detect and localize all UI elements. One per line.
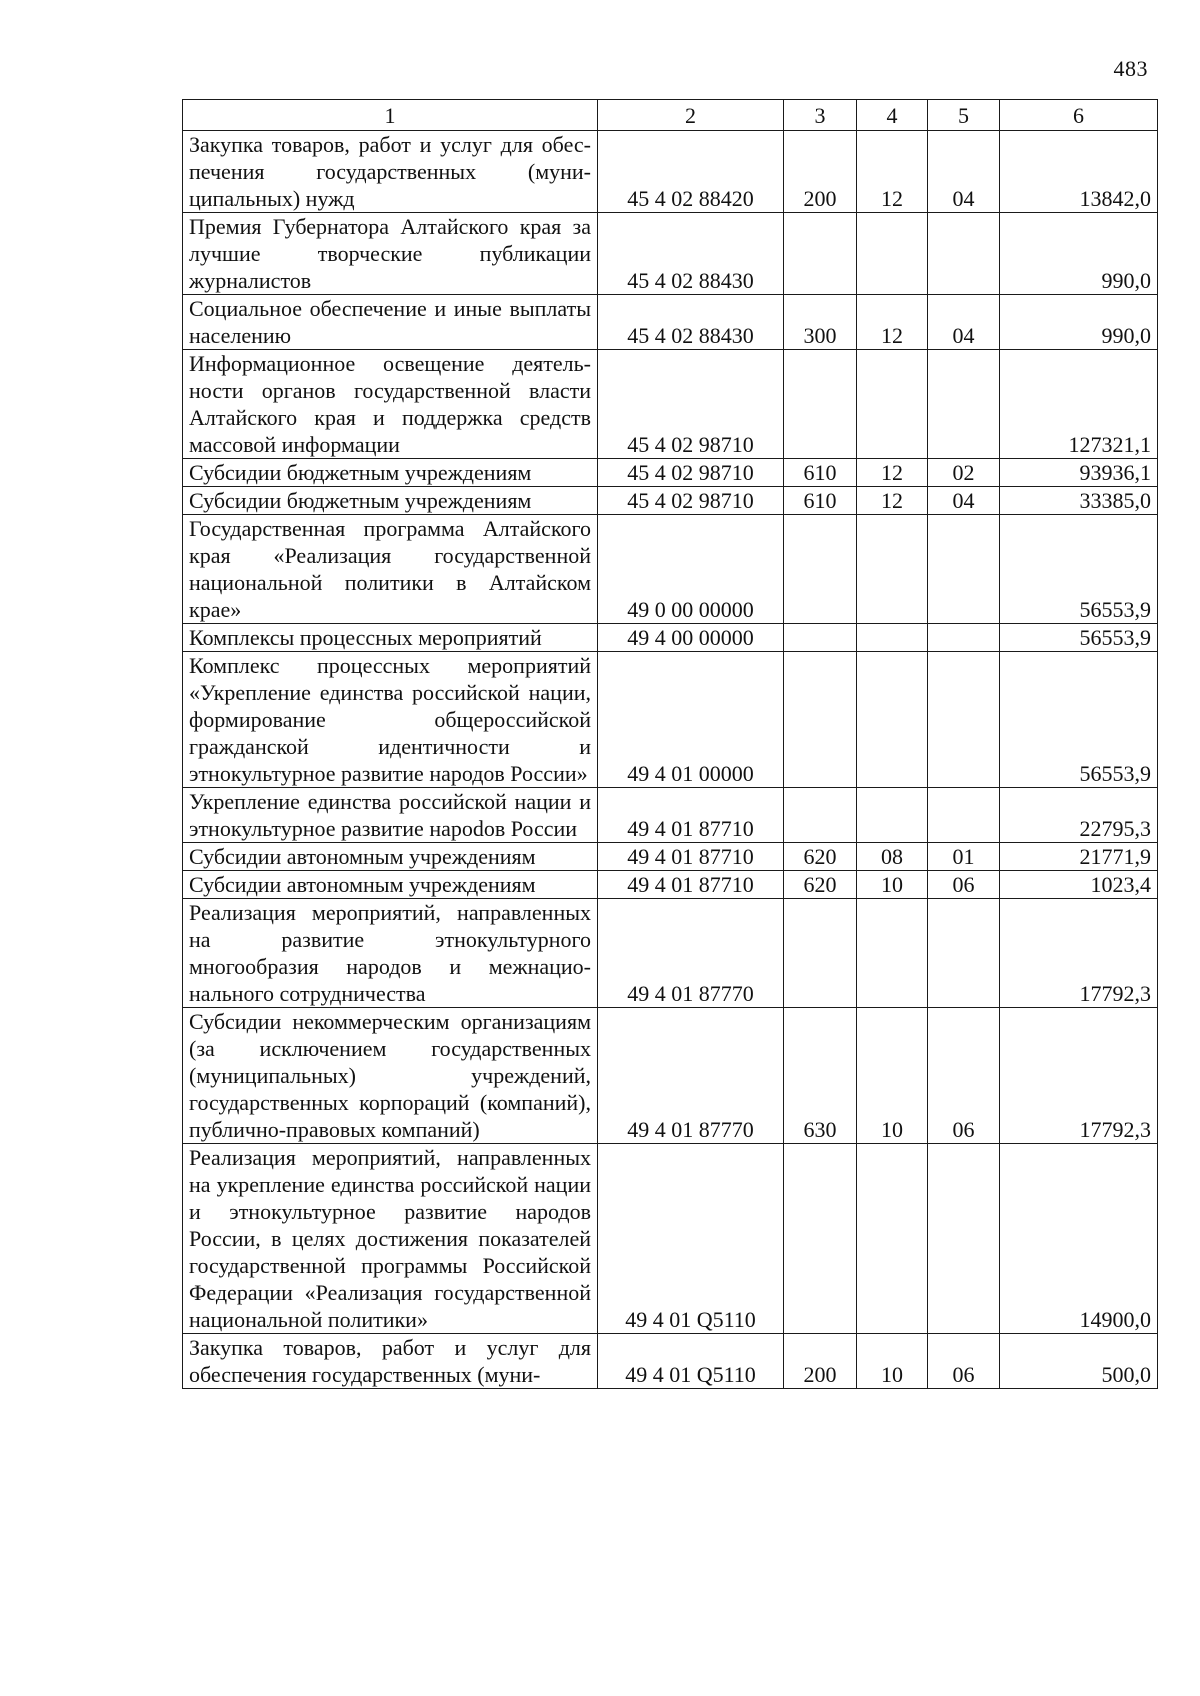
amount: 17792,3: [1000, 899, 1158, 1008]
expense-type-code: [784, 624, 857, 652]
target-article-code: 49 4 01 87710: [598, 788, 784, 843]
expense-type-code: [784, 213, 857, 295]
table-row: [183, 1144, 1158, 1334]
subsection-code: [928, 350, 1000, 459]
section-code: [857, 788, 928, 843]
row-description: Субсидии автономным учреждениям: [183, 843, 598, 871]
section-code: 12: [857, 131, 928, 213]
section-code: [857, 899, 928, 1008]
subsection-code: [928, 624, 1000, 652]
row-description: Комплекс процессных мероприятий «Укрепление единства российской нации, формирование общероссийской гражданской идентичности и этнокультурное развитие народов России»: [183, 652, 598, 788]
row-description: Реализация мероприятий, направленных на развитие этнокультурного многообразия народов и межнационального сотрудничества: [183, 899, 598, 1008]
subsection-code: 04: [928, 487, 1000, 515]
table-row: [183, 1334, 1158, 1389]
page-number: 483: [1113, 56, 1148, 81]
amount: 127321,1: [1000, 350, 1158, 459]
expense-type-code: [784, 788, 857, 843]
amount: 500,0: [1000, 1334, 1158, 1389]
subsection-code: [928, 788, 1000, 843]
target-article-code: 49 4 01 87770: [598, 899, 784, 1008]
expense-type-code: 620: [784, 871, 857, 899]
table-row: [183, 843, 1158, 871]
amount: 17792,3: [1000, 1008, 1158, 1144]
row-description: Субсидии автономным учреждениям: [183, 871, 598, 899]
expense-type-code: [784, 350, 857, 459]
table-row: [183, 459, 1158, 487]
amount: 990,0: [1000, 213, 1158, 295]
section-code: 12: [857, 459, 928, 487]
subsection-code: [928, 899, 1000, 1008]
table-body: [183, 131, 1158, 1389]
row-description: Субсидии бюджетным учреждениям: [183, 459, 598, 487]
target-article-code: 49 4 01 87710: [598, 871, 784, 899]
subsection-code: 06: [928, 871, 1000, 899]
subsection-code: 04: [928, 295, 1000, 350]
section-code: 12: [857, 295, 928, 350]
target-article-code: 49 4 01 87710: [598, 843, 784, 871]
expense-type-code: 300: [784, 295, 857, 350]
section-code: [857, 350, 928, 459]
amount: 1023,4: [1000, 871, 1158, 899]
table-row: [183, 1008, 1158, 1144]
section-code: [857, 515, 928, 624]
section-code: [857, 1144, 928, 1334]
amount: 93936,1: [1000, 459, 1158, 487]
expense-type-code: [784, 515, 857, 624]
column-header: 3: [784, 100, 857, 131]
target-article-code: 49 4 01 00000: [598, 652, 784, 788]
subsection-code: 06: [928, 1334, 1000, 1389]
expense-type-code: 200: [784, 131, 857, 213]
target-article-code: 45 4 02 88420: [598, 131, 784, 213]
expense-type-code: 200: [784, 1334, 857, 1389]
amount: 22795,3: [1000, 788, 1158, 843]
subsection-code: [928, 515, 1000, 624]
table-row: [183, 899, 1158, 1008]
target-article-code: 49 4 01 Q5110: [598, 1334, 784, 1389]
target-article-code: 49 0 00 00000: [598, 515, 784, 624]
target-article-code: 49 4 00 00000: [598, 624, 784, 652]
expense-type-code: 610: [784, 487, 857, 515]
table-header: [183, 100, 1158, 131]
row-description: Реализация мероприятий, направленных на укрепление единства российской нации и этнокультурное развитие народов России, в целях достижения показателей государственной программы Российской Федерации «Реализация государственной национальной политики»: [183, 1144, 598, 1334]
expense-type-code: 620: [784, 843, 857, 871]
subsection-code: [928, 1144, 1000, 1334]
row-description: Укрепление единства российской нации и этнокультурное развитие нароdов России: [183, 788, 598, 843]
section-code: [857, 652, 928, 788]
section-code: 10: [857, 1334, 928, 1389]
amount: 33385,0: [1000, 487, 1158, 515]
table-row: [183, 652, 1158, 788]
column-header: 6: [1000, 100, 1158, 131]
amount: 56553,9: [1000, 652, 1158, 788]
subsection-code: [928, 213, 1000, 295]
table-row: [183, 295, 1158, 350]
section-code: [857, 213, 928, 295]
row-description: Закупка товаров, работ и услуг для обеспечения государственных (муни-: [183, 1334, 598, 1389]
table-row: [183, 487, 1158, 515]
subsection-code: 01: [928, 843, 1000, 871]
expense-type-code: 610: [784, 459, 857, 487]
expense-type-code: [784, 652, 857, 788]
row-description: Премия Губернатора Алтайского края за лучшие творческие публикации журналистов: [183, 213, 598, 295]
column-header: 4: [857, 100, 928, 131]
subsection-code: [928, 652, 1000, 788]
table-row: [183, 131, 1158, 213]
row-description: Государственная программа Алтайского края «Реализация государственной национальной политики в Алтайском крае»: [183, 515, 598, 624]
expense-type-code: 630: [784, 1008, 857, 1144]
section-code: 12: [857, 487, 928, 515]
target-article-code: 45 4 02 98710: [598, 350, 784, 459]
amount: 56553,9: [1000, 515, 1158, 624]
table-row: [183, 350, 1158, 459]
row-description: Субсидии бюджетным учреждениям: [183, 487, 598, 515]
section-code: 10: [857, 1008, 928, 1144]
row-description: Социальное обеспечение и иные выплаты населению: [183, 295, 598, 350]
section-code: 10: [857, 871, 928, 899]
target-article-code: 45 4 02 98710: [598, 487, 784, 515]
amount: 13842,0: [1000, 131, 1158, 213]
expense-type-code: [784, 1144, 857, 1334]
row-description: Комплексы процессных мероприятий: [183, 624, 598, 652]
header-row: [183, 100, 1158, 131]
subsection-code: 06: [928, 1008, 1000, 1144]
amount: 14900,0: [1000, 1144, 1158, 1334]
target-article-code: 49 4 01 87770: [598, 1008, 784, 1144]
table-row: [183, 871, 1158, 899]
target-article-code: 45 4 02 88430: [598, 213, 784, 295]
subsection-code: 02: [928, 459, 1000, 487]
row-description: Субсидии некоммерческим организациям (за исключением государственных (муниципальных) учреждений, государственных корпораций (компаний), публично-правовых компаний): [183, 1008, 598, 1144]
table-row: [183, 788, 1158, 843]
row-description: Закупка товаров, работ и услуг для обеспечения государственных (муниципальных) нужд: [183, 131, 598, 213]
subsection-code: 04: [928, 131, 1000, 213]
budget-table: [182, 99, 1158, 1389]
amount: 21771,9: [1000, 843, 1158, 871]
target-article-code: 45 4 02 98710: [598, 459, 784, 487]
target-article-code: 49 4 01 Q5110: [598, 1144, 784, 1334]
expense-type-code: [784, 899, 857, 1008]
amount: 990,0: [1000, 295, 1158, 350]
table-row: [183, 624, 1158, 652]
table-row: [183, 213, 1158, 295]
column-header: 1: [183, 100, 598, 131]
amount: 56553,9: [1000, 624, 1158, 652]
column-header: 2: [598, 100, 784, 131]
column-header: 5: [928, 100, 1000, 131]
table-row: [183, 515, 1158, 624]
target-article-code: 45 4 02 88430: [598, 295, 784, 350]
section-code: [857, 624, 928, 652]
section-code: 08: [857, 843, 928, 871]
row-description: Информационное освещение деятельности органов государственной власти Алтайского края и поддержка средств массовой информации: [183, 350, 598, 459]
